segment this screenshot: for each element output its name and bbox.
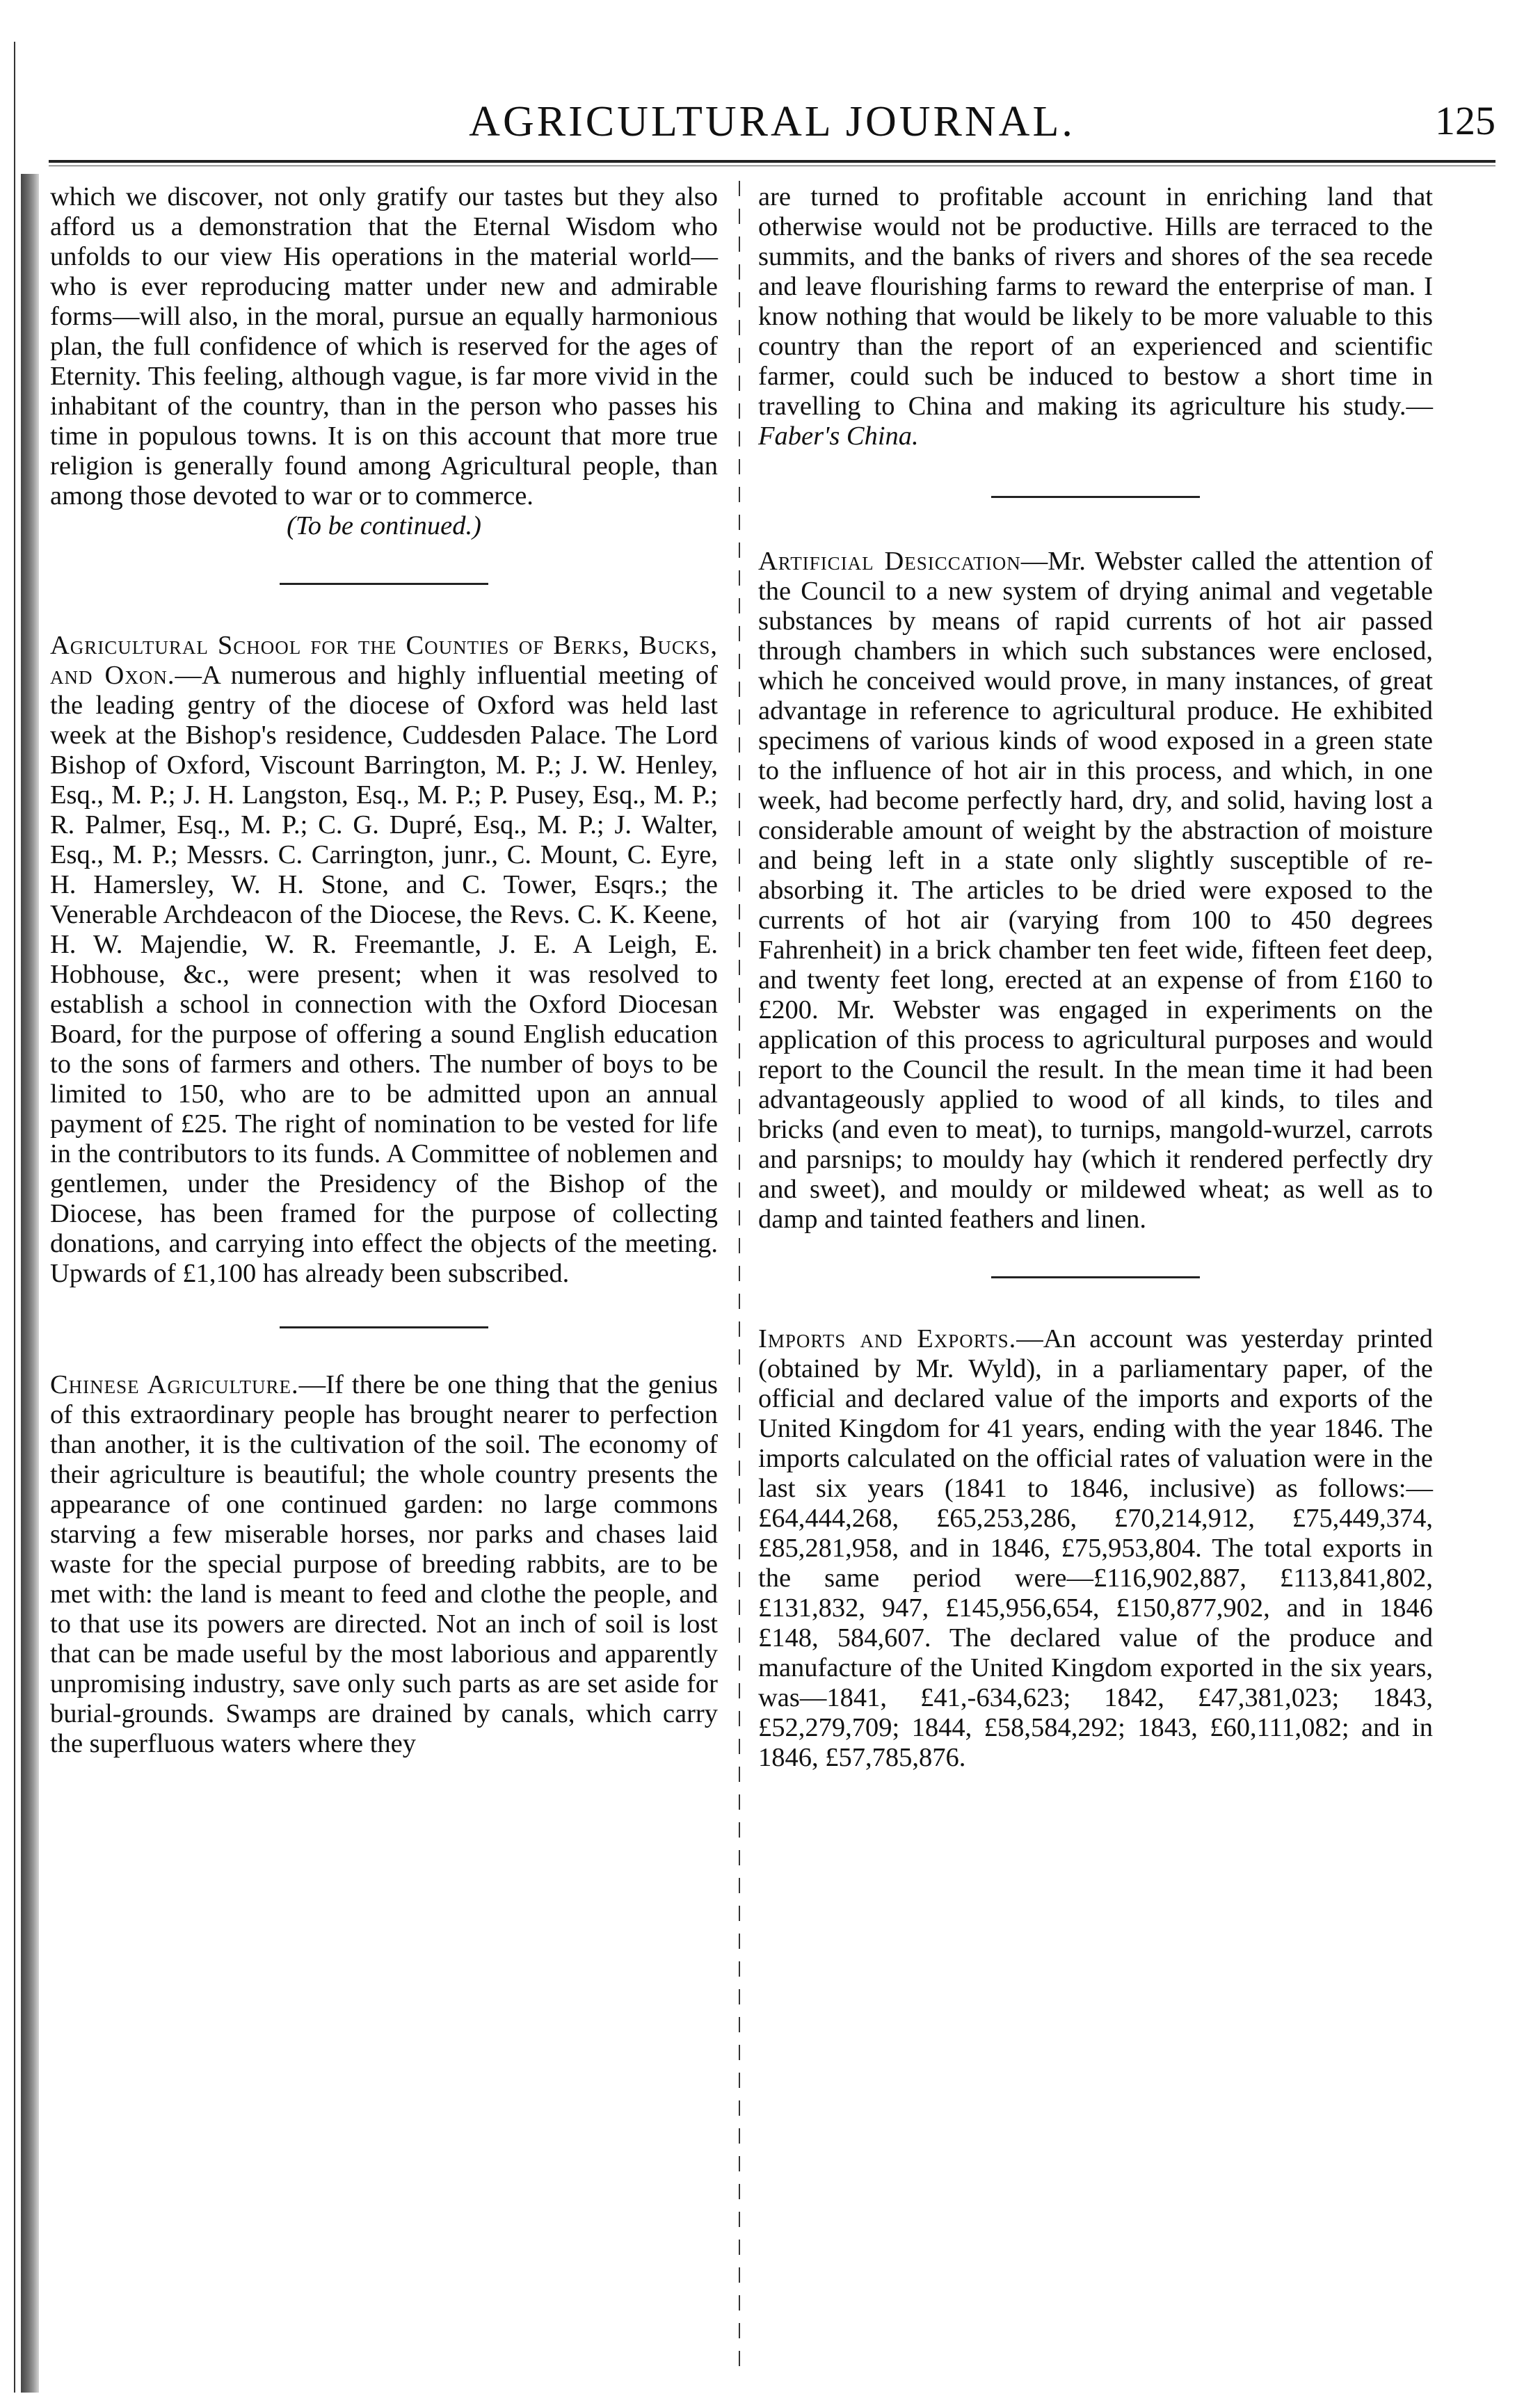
chinese-article-body: —If there be one thing that the genius of this extraordinary people has brought nearer to perfection than another, it is the cultivation of the soil. The economy of their agriculture is beautiful; the whole country presents the appearance of one continued garden: no large commons starving a few miserable horses, nor parks and chases laid waste for the special purpose of breeding rabbits, are to be met with: the land is meant to feed and clothe the people, and to that use its powers are directed. Not an inch of soil is lost that can be made useful by the most laborious and apparently unpromising industry, save only such parts as are set aside for burial-grounds. Swamps are drained by canals, which carry the superfluous waters where they bbox=[50, 1370, 718, 1758]
imports-article-body: —An account was yesterday printed (obtained by Mr. Wyld), in a parliamentary paper, of the official and declared value of the imports and exports of the United Kingdom for 41 years, ending with the year 1846. The imports calculated on the official rates of valuation were in the last six years (1841 to 1846, inclusive) as follows:—£64,444,268, £65,253,286, £70,214,912, £75,449,374, £85,281,958, and in 1846, £75,953,804. The total exports in the same period were—£116,902,887, £113,841,802, £131,832, 947, £145,956,654, £150,877,902, and in 1846 £148, 584,607. The declared value of the produce and manufacture of the United Kingdom exported in the six years, was—1841, £41,-634,623; 1842, £47,381,023; 1843, £52,279,709; 1844, £58,584,292; 1843, £60,111,082; and in 1846, £57,785,876. bbox=[758, 1324, 1433, 1772]
article-continuation: which we discover, not only gratify our tastes but they also afford us a demonstration that the Eternal Wisdom who unfolds to our view His operations in the material world—who is ever reproducing matter under new and admirable forms—will also, in the moral, pursue an equally harmonious plan, the full confidence of which is reserved for the ages of Eternity. This feeling, although vague, is far more vivid in the inhabitant of the country, than in the person who passes his time in populous towns. It is on this account that more true religion is generally found among Agricultural people, than among those devoted to war or to commerce. bbox=[50, 182, 718, 511]
chinese-article bbox=[50, 1370, 718, 1759]
article-separator bbox=[280, 1326, 488, 1328]
article-separator bbox=[991, 1276, 1200, 1278]
school-article-body: —A numerous and highly influential meeting of the leading gentry of the diocese of Oxford was held last week at the Bishop's residence, Cuddesden Palace. The Lord Bishop of Oxford, Viscount Barrington, M. P.; J. W. Henley, Esq., M. P.; J. H. Langston, Esq., M. P.; P. Pusey, Esq., M. P.; R. Palmer, Esq., M. P.; C. G. Dupré, Esq., M. P.; J. Walter, Esq., M. P.; Messrs. C. Carrington, junr., C. Mount, C. Eyre, H. Hamersley, W. H. Stone, and C. Tower, Esqrs.; the Venerable Archdeacon of the Diocese, the Revs. C. K. Keene, H. W. Majendie, W. R. Freemantle, J. E. A Leigh, E. Hobhouse, &c., were present; when it was resolved to establish a school in connection with the Oxford Diocesan Board, for the purpose of offering a sound English education to the sons of farmers and others. The number of boys to be limited to 150, who are to be admitted upon an annual payment of £25. The right of nomination to be vested for life in the contributors to its funds. A Committee of noblemen and gentlemen, under the Presidency of the Bishop of the Diocese, has been framed for the purpose of collecting donations, and carrying into effect the objects of the meeting. Upwards of £1,100 has already been subscribed. bbox=[50, 661, 718, 1288]
running-title: AGRICULTURAL JOURNAL. bbox=[469, 98, 1075, 145]
chinese-article-continued bbox=[758, 182, 1433, 451]
chinese-article-heading: Chinese Agriculture. bbox=[50, 1370, 299, 1399]
page-number: 125 bbox=[1435, 98, 1495, 143]
page-header bbox=[49, 97, 1495, 153]
desiccation-article-body: —Mr. Webster called the attention of the Council to a new system of drying animal and vegetable substances by means of rapid currents of hot air passed through chambers in which such substances were enclosed, which he conceived would prove, in many instances, of great advantage in reference to agricultural produce. He exhibited specimens of various kinds of wood exposed in a green state to the influence of hot air in this process, and which, in one week, had become perfectly hard, dry, and solid, having lost a considerable amount of weight by the abstraction of moisture and being left in a state only slightly susceptible of re-absorbing it. The articles to be dried were exposed to the currents of hot air (varying from 100 to 450 degrees Fahrenheit) in a brick chamber ten feet wide, fifteen feet deep, and twenty feet long, erected at an expense of from £160 to £200. Mr. Webster was engaged in experiments on the application of this process to agricultural purposes and would report to the Council the result. In the mean time it had been advantageously applied to wood of all kinds, to tiles and bricks (and even to meat), to turnips, mangold-wurzel, carrots and parsnips; to mouldy hay (which it rendered perfectly dry and sweet), and mouldy or mildewed wheat; as well as to damp and tainted feathers and linen. bbox=[758, 547, 1434, 1234]
column-divider bbox=[739, 181, 740, 2372]
school-article-heading: Agricultural School for the Counties of Berks, Bucks, and Oxon. bbox=[50, 631, 718, 690]
left-column bbox=[50, 182, 718, 1759]
article-separator bbox=[991, 496, 1200, 498]
school-article bbox=[50, 631, 718, 1289]
imports-article bbox=[758, 1324, 1433, 1773]
article-separator bbox=[280, 583, 488, 585]
desiccation-article bbox=[758, 547, 1433, 1235]
imports-article-heading: Imports and Exports. bbox=[758, 1324, 1017, 1353]
to-be-continued: (To be continued.) bbox=[287, 511, 481, 540]
right-column bbox=[758, 182, 1433, 1773]
binding-edge-line bbox=[14, 42, 15, 2393]
chinese-article-continued-body: are turned to profitable account in enriching land that otherwise would not be productive. Hills are terraced to the summits, and the banks of rivers and shores of the sea recede and leave flourishing farms to reward the enterprise of man. I know nothing that would be likely to be more valuable to this country than the report of an experienced and scientific farmer, could such be induced to bestow a short time in travelling to China and making its agriculture his study.— bbox=[758, 182, 1433, 421]
binding-shadow bbox=[21, 174, 39, 2393]
chinese-article-source: Faber's China. bbox=[758, 421, 919, 451]
desiccation-article-heading: Artificial Desiccation bbox=[758, 547, 1021, 576]
header-rule bbox=[49, 160, 1495, 163]
